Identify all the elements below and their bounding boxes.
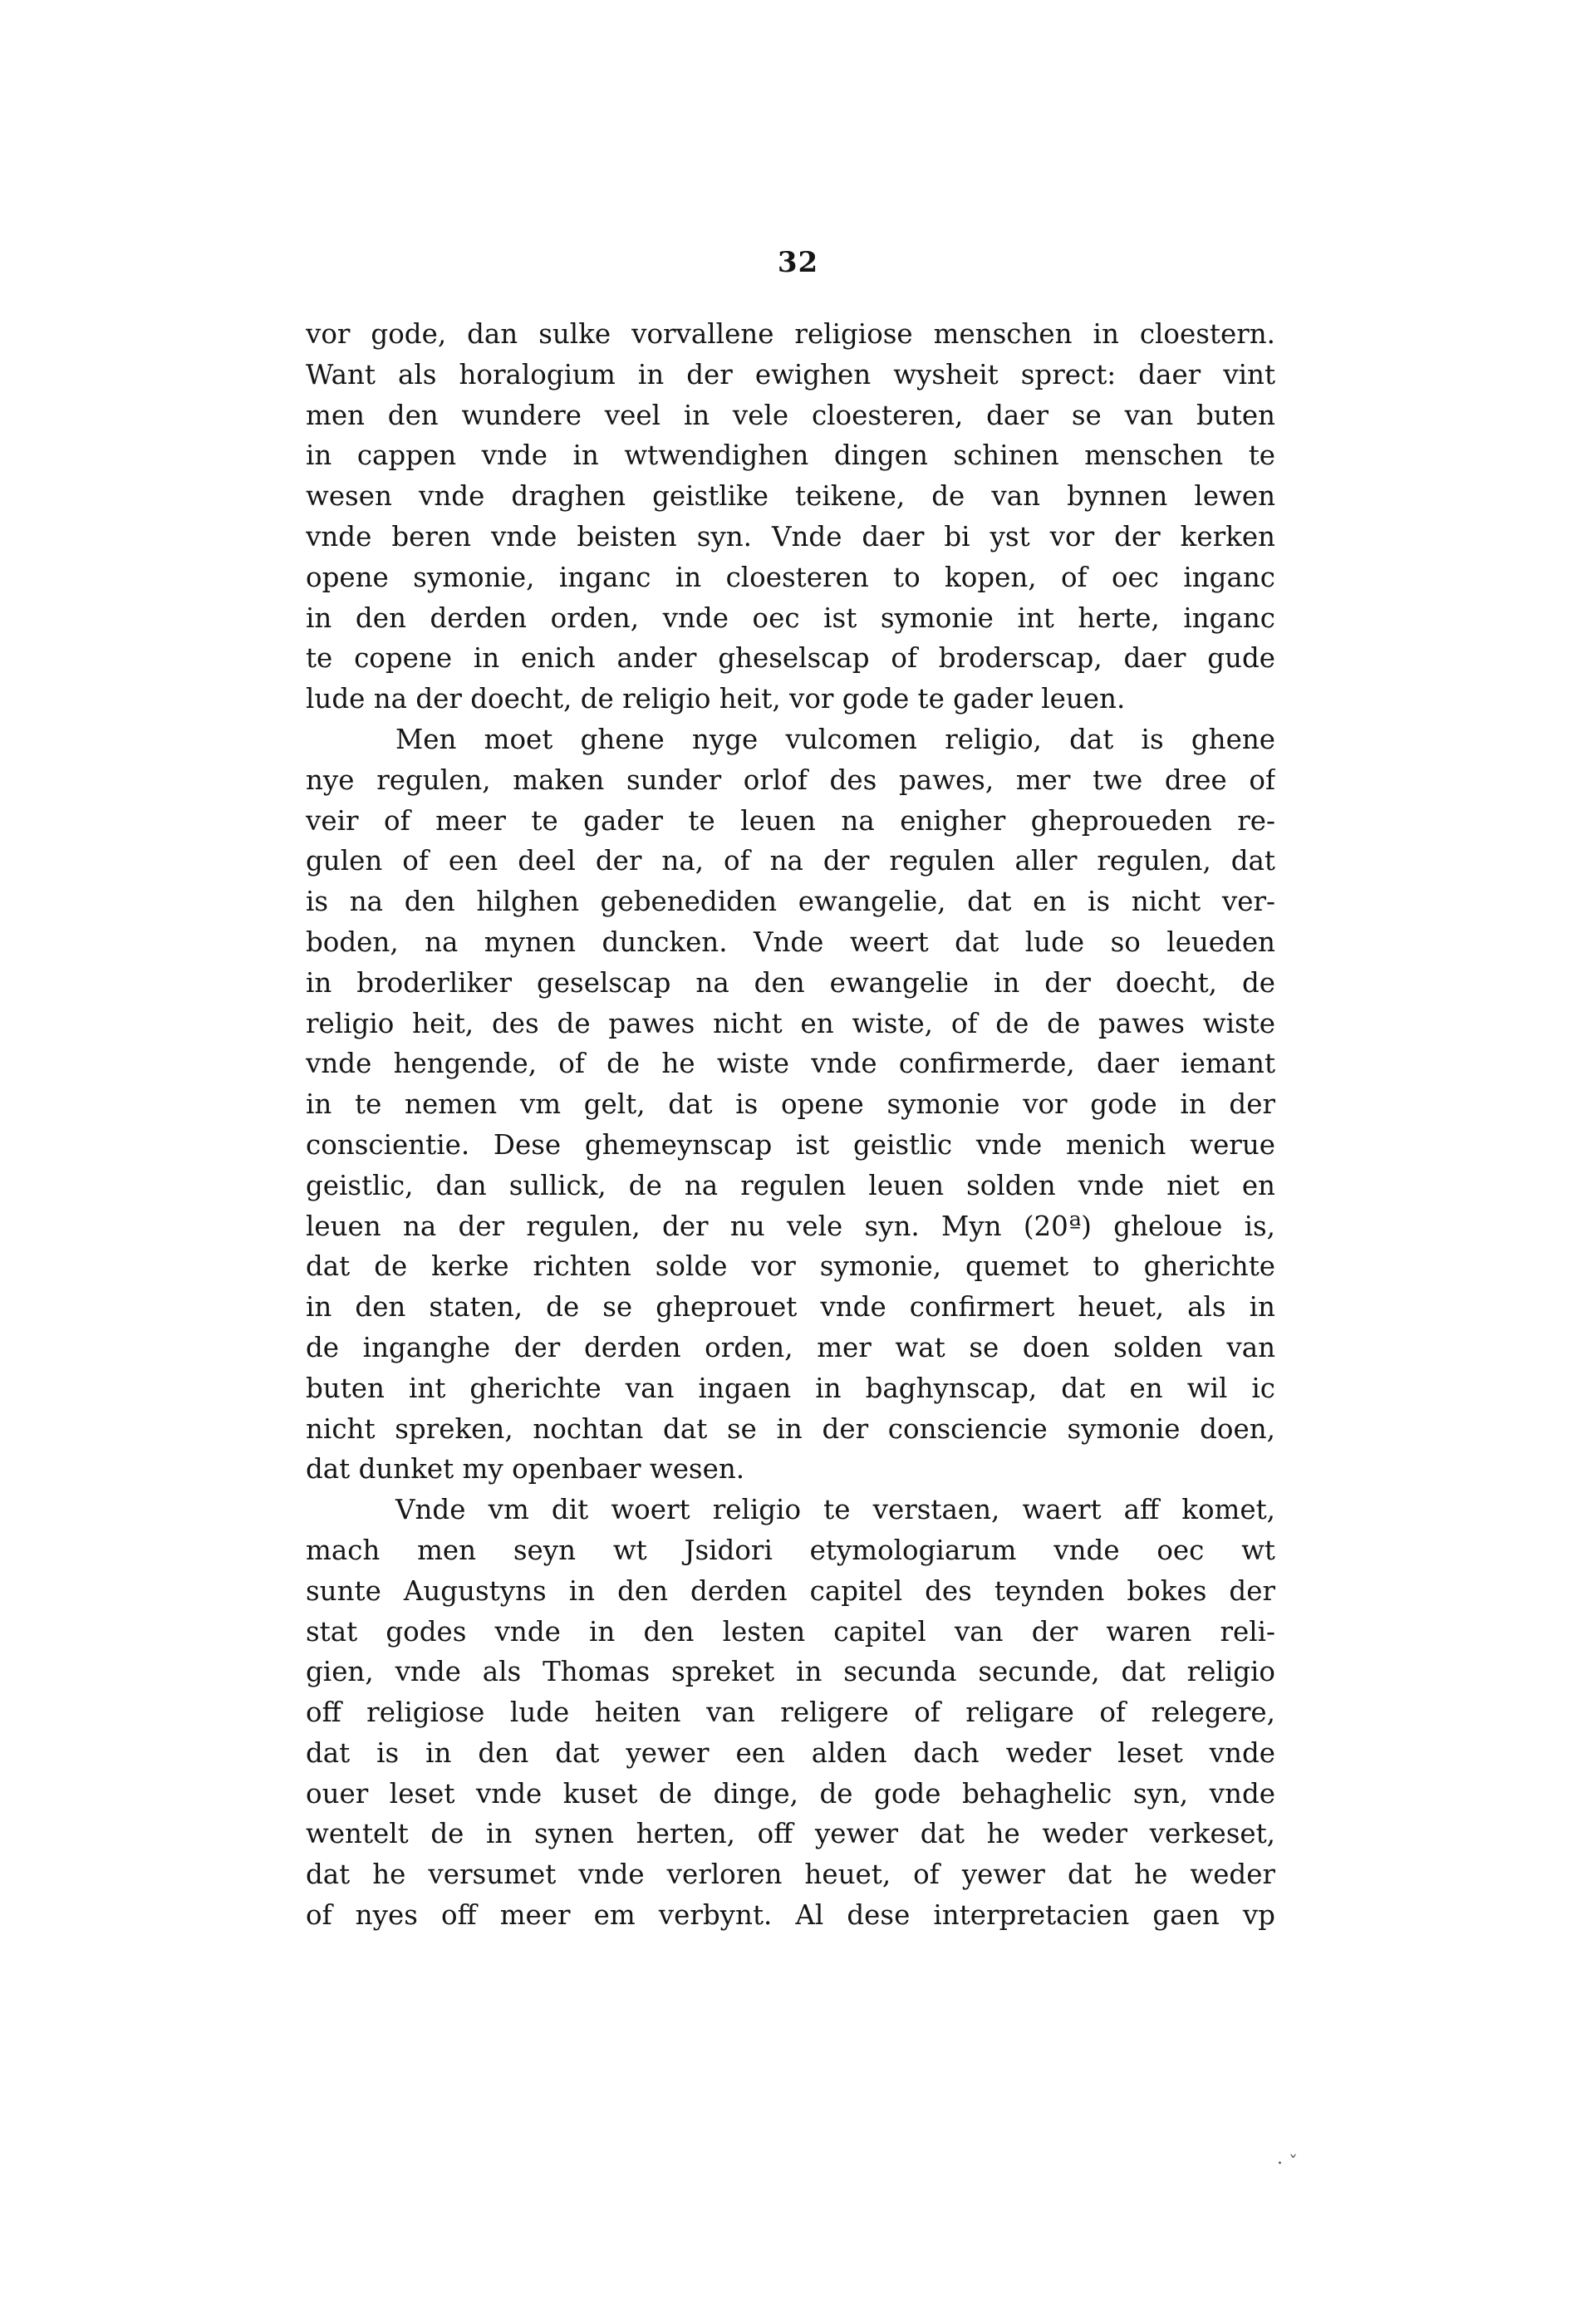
paragraph-start-line: Vnde vm dit woert religio te verstaen, waert aff komet, [395,1494,1275,1526]
text-line: gien, vnde als Thomas spreket in secunda secunde, dat religio [306,1656,1275,1688]
text-line: in cappen vnde in wtwendighen dingen schinen menschen te [306,440,1275,472]
text-line: dat he versumet vnde verloren heuet, of yewer dat he weder [306,1859,1275,1891]
text-line: sunte Augustyns in den derden capitel des teynden bokes der [306,1574,1275,1607]
text-line: wesen vnde draghen geistlike teikene, de van bynnen lewen [306,480,1275,513]
text-line: gulen of een deel der na, of na der regulen aller regulen, dat [306,845,1275,877]
text-line: veir of meer te gader te leuen na enigher gheproueden re- [306,804,1275,837]
text-line: buten int gherichte van ingaen in baghynscap, dat en wil ic [306,1372,1275,1404]
text-line: vor gode, dan sulke vorvallene religiose menschen in cloestern. [306,318,1275,350]
text-line: Want als horalogium in der ewighen wysheit sprect: daer vint [306,358,1275,390]
text-line: in den staten, de se gheprouet vnde confirmert heuet, als in [306,1291,1275,1324]
scan-speck-mark: · ˇ [1277,2154,1298,2174]
text-line: wentelt de in synen herten, off yewer dat he weder verkeset, [306,1818,1275,1850]
text-line: nicht spreken, nochtan dat se in der consciencie symonie doen, [306,1412,1275,1445]
text-line: in te nemen vm gelt, dat is opene symonie vor gode in der [306,1088,1275,1121]
text-line: off religiose lude heiten van religere of religare of relegere, [306,1697,1275,1729]
text-line: religio heit, des de pawes nicht en wiste, of de de pawes wiste [306,1007,1275,1039]
text-line: is na den hilghen gebenediden ewangelie, dat en is nicht ver- [306,886,1275,918]
text-line: dat de kerke richten solde vor symonie, quemet to gherichte [306,1250,1275,1283]
text-line: leuen na der regulen, der nu vele syn. Myn (20ª) gheloue is, [306,1210,1275,1242]
text-line: stat godes vnde in den lesten capitel van der waren reli- [306,1615,1275,1648]
text-line: dat is in den dat yewer een alden dach weder leset vnde [306,1736,1275,1769]
page-number: 32 [777,246,819,279]
text-line: conscientie. Dese ghemeynscap ist geistlic vnde menich werue [306,1128,1275,1161]
text-line: de inganghe der derden orden, mer wat se doen solden van [306,1331,1275,1363]
text-line: boden, na mynen duncken. Vnde weert dat lude so leueden [306,926,1275,958]
text-line: te copene in enich ander gheselscap of broderscap, daer gude [306,642,1275,675]
paragraph-start-line: Men moet ghene nyge vulcomen religio, dat is ghene [395,723,1275,755]
body-text [306,314,1275,1936]
text-line: nye regulen, maken sunder orlof des pawes, mer twe dree of [306,764,1275,796]
text-line: men den wundere veel in vele cloesteren, daer se van buten [306,399,1275,431]
text-line: vnde hengende, of de he wiste vnde confirmerde, daer iemant [306,1048,1275,1080]
text-line: ouer leset vnde kuset de dinge, de gode behaghelic syn, vnde [306,1777,1275,1810]
paragraph-end-line: lude na der doecht, de religio heit, vor gode te gader leuen. [306,683,1126,715]
paragraph-end-line: dat dunket my openbaer wesen. [306,1453,745,1486]
text-line: vnde beren vnde beisten syn. Vnde daer bi yst vor der kerken [306,520,1275,553]
text-line: of nyes off meer em verbynt. Al dese interpretacien gaen vp [306,1899,1275,1932]
text-line: geistlic, dan sullick, de na regulen leuen solden vnde niet en [306,1169,1275,1201]
text-line: mach men seyn wt Jsidori etymologiarum vnde oec wt [306,1534,1275,1566]
text-line: opene symonie, inganc in cloesteren to kopen, of oec inganc [306,561,1275,593]
text-line: in den derden orden, vnde oec ist symonie int herte, inganc [306,602,1275,634]
text-line: in broderliker geselscap na den ewangelie in der doecht, de [306,966,1275,999]
